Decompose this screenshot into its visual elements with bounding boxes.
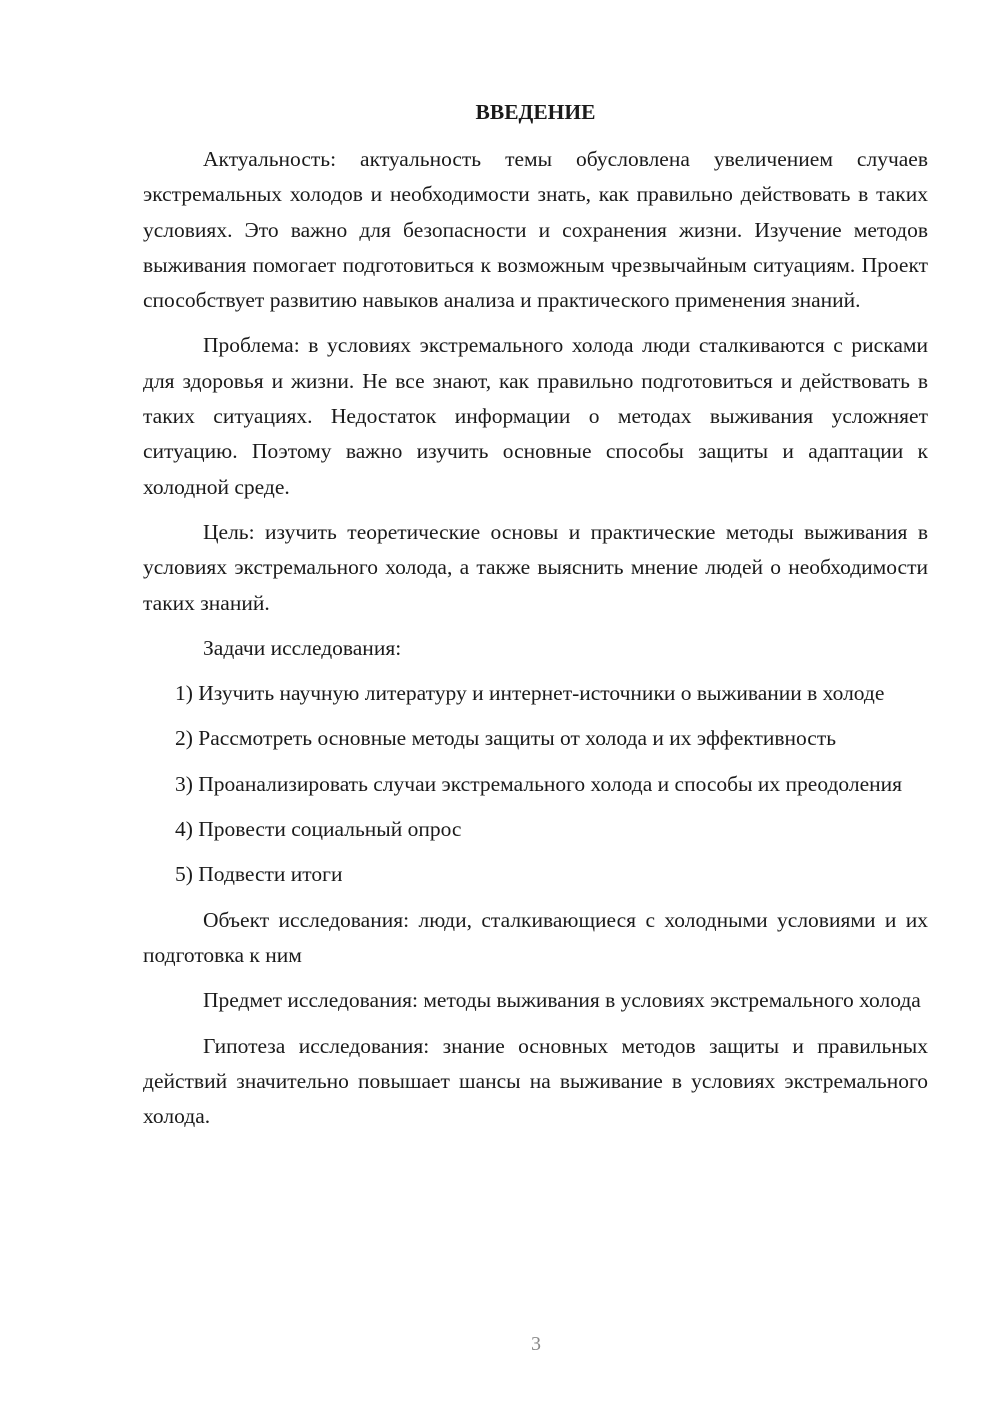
- list-item: 2) Рассмотреть основные методы защиты от холода и их эффективность: [175, 726, 837, 751]
- paragraph-tasks-heading: Задачи исследования:: [203, 635, 402, 660]
- tasks-list: [143, 676, 928, 892]
- list-item: 1) Изучить научную литературу и интернет-источники о выживании в холоде: [175, 681, 885, 706]
- list-item: 5) Подвести итоги: [175, 862, 343, 887]
- paragraph-hypothesis: Гипотеза исследования: знание основных методов защиты и правильных действий значительно повышает шансы на выживание в условиях экстремального холода.: [143, 1033, 928, 1129]
- section-title: ВВЕДЕНИЕ: [475, 100, 596, 124]
- paragraph-relevance: Актуальность: актуальность темы обусловлена увеличением случаев экстремальных холодов и необходимости знать, как правильно действовать в таких условиях. Это важно для безопасности и сохранения жизни. Изучение методов выживания помогает подготовиться к возможным чрезвычайным ситуациям. Проект способствует развитию навыков анализа и практического применения знаний.: [143, 147, 928, 313]
- page-number: 3: [531, 1333, 541, 1355]
- list-item: 3) Проанализировать случаи экстремального холода и способы их преодоления: [175, 771, 903, 796]
- paragraph-problem: Проблема: в условиях экстремального холода люди сталкиваются с рисками для здоровья и жизни. Не все знают, как правильно подготовиться и действовать в таких ситуациях. Недостаток информации о методах выживания усложняет ситуацию. Поэтому важно изучить основные способы защиты и адаптации к холодной среде.: [143, 333, 928, 499]
- document-page: [143, 95, 928, 1144]
- paragraph-subject: Предмет исследования: методы выживания в условиях экстремального холода: [203, 988, 921, 1013]
- paragraph-object: Объект исследования: люди, сталкивающиеся с холодными условиями и их подготовка к ним: [143, 907, 928, 967]
- paragraph-goal: Цель: изучить теоретические основы и практические методы выживания в условиях экстремального холода, а также выяснить мнение людей о необходимости таких знаний.: [143, 519, 928, 615]
- list-item: 4) Провести социальный опрос: [175, 817, 462, 842]
